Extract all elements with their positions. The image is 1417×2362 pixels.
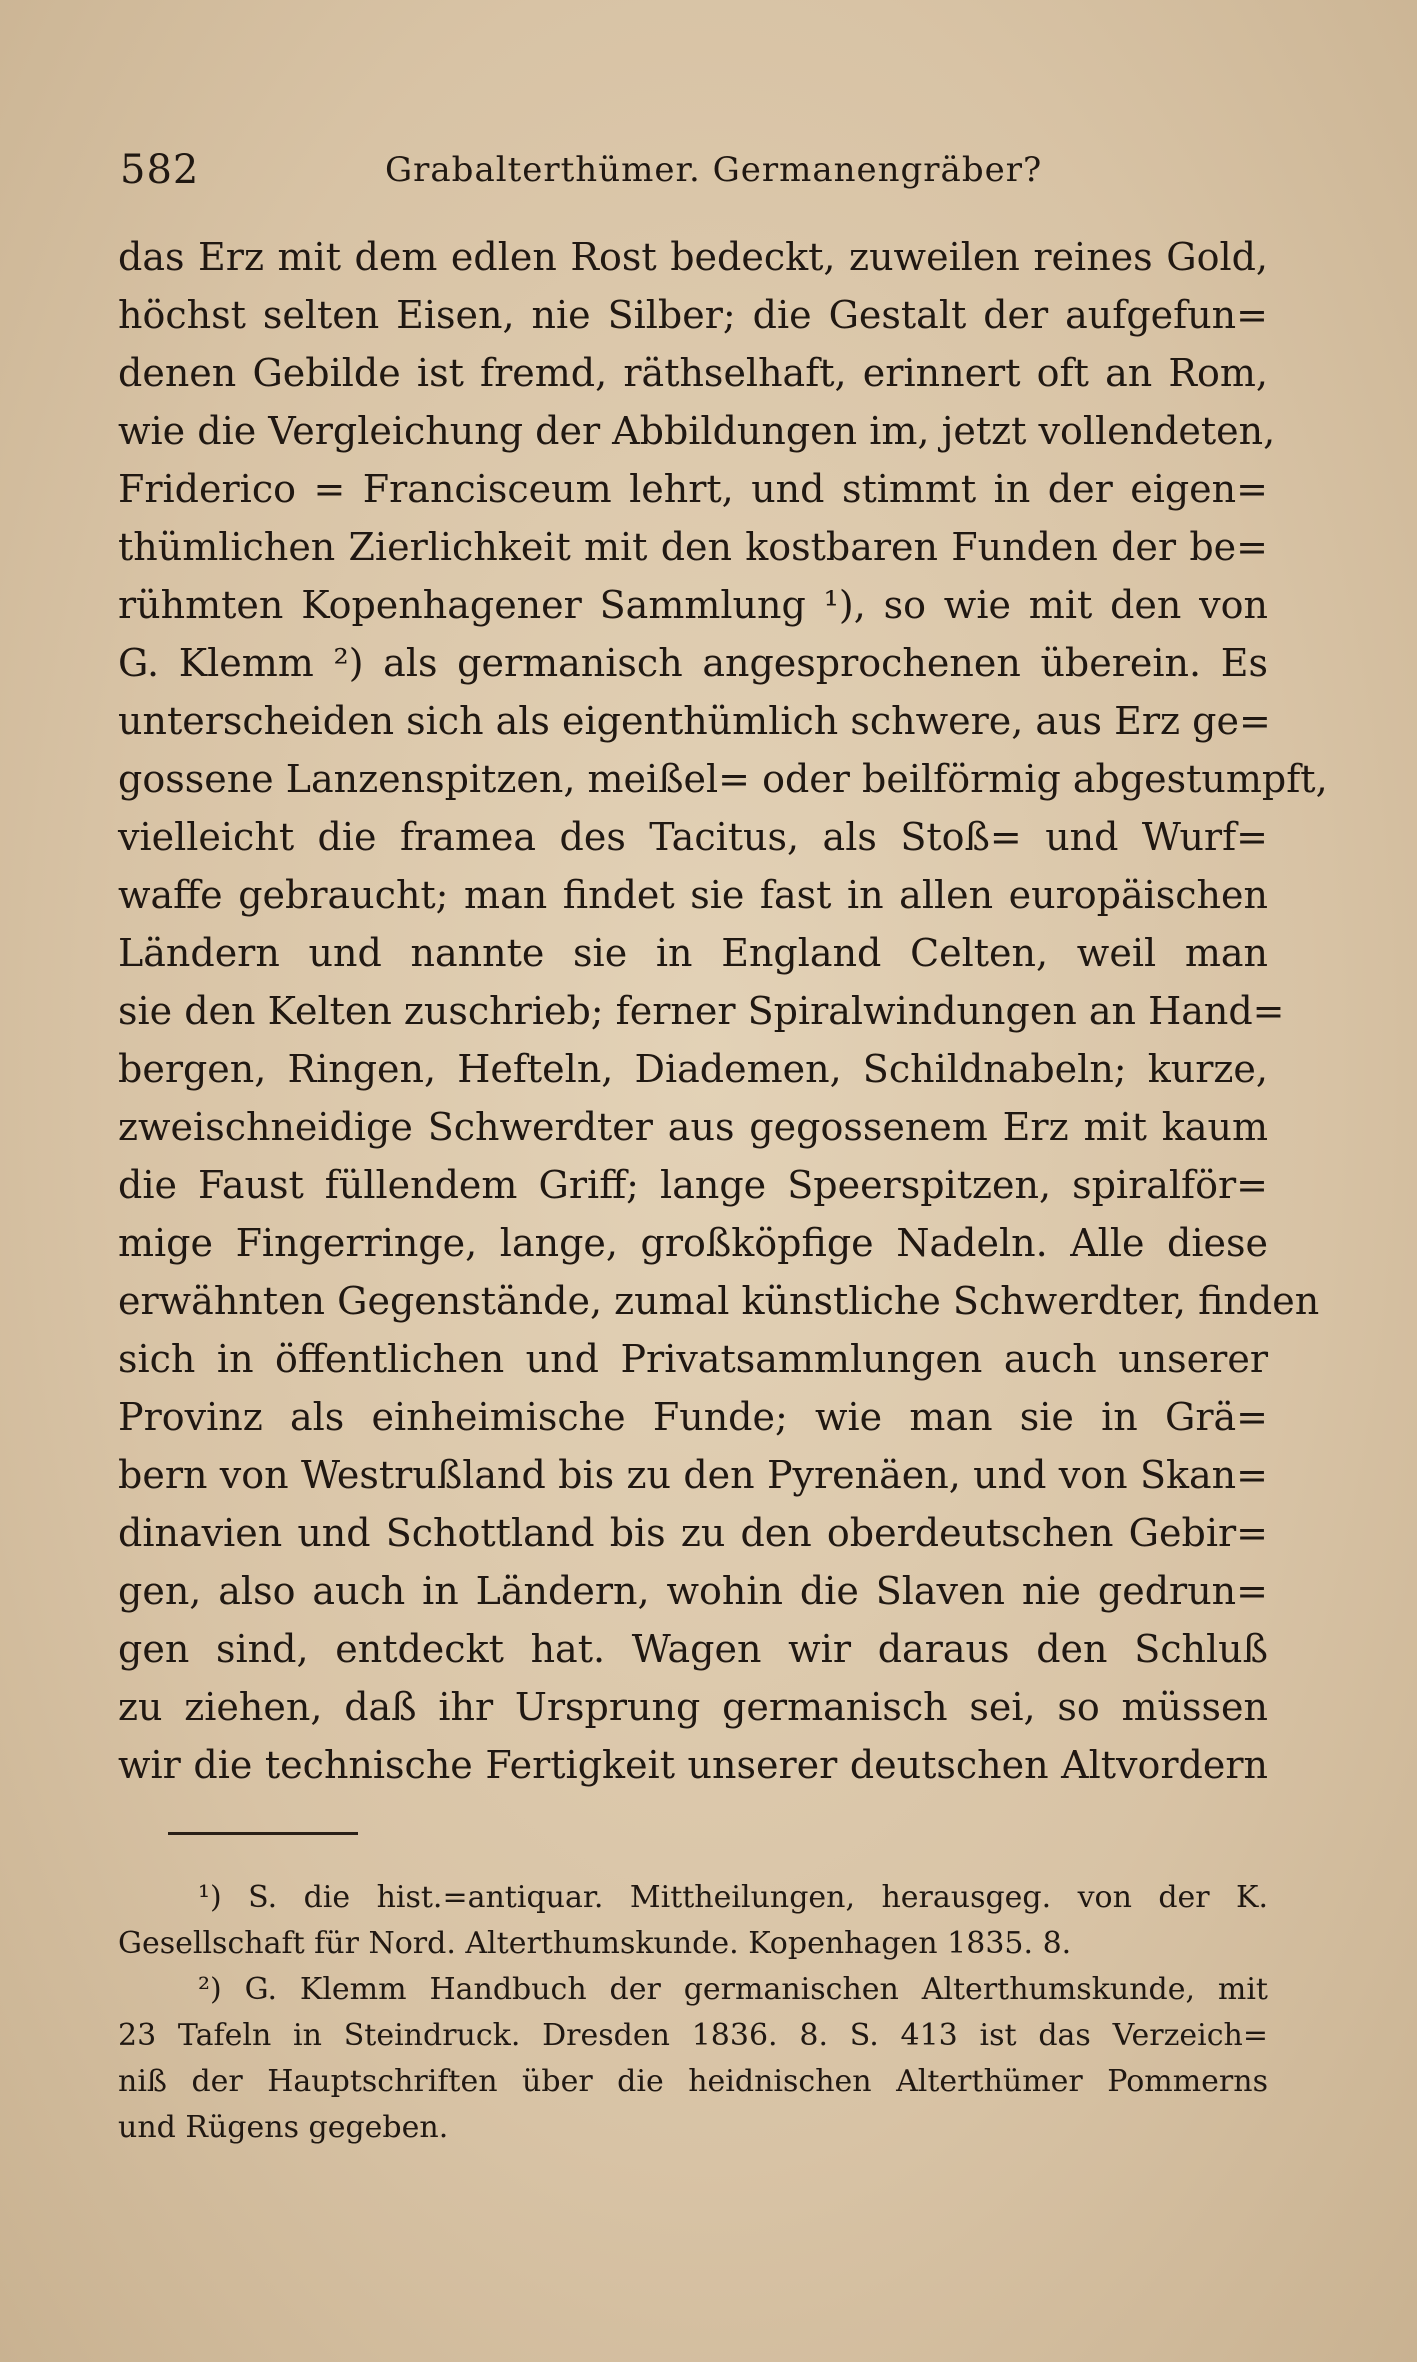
text-line: gossene Lanzenspitzen, meißel= oder beilförmig abgestumpft,	[118, 757, 1328, 801]
text-line: zweischneidige Schwerdter aus gegossenem Erz mit kaum	[118, 1105, 1268, 1149]
footnote-line: 23 Tafeln in Steindruck. Dresden 1836. 8. S. 413 ist das Verzeich=	[118, 2018, 1268, 2053]
text-line: die Faust füllendem Griff; lange Speerspitzen, spiralför=	[118, 1163, 1268, 1207]
text-line: bern von Westrußland bis zu den Pyrenäen, und von Skan=	[118, 1453, 1268, 1497]
text-line: sie den Kelten zuschrieb; ferner Spiralwindungen an Hand=	[118, 989, 1285, 1033]
text-line: höchst selten Eisen, nie Silber; die Gestalt der aufgefun=	[118, 293, 1268, 337]
text-line: wir die technische Fertigkeit unserer deutschen Altvordern	[118, 1743, 1268, 1787]
running-head: Grabalterthümer. Germanengräber?	[385, 150, 1043, 190]
text-line: vielleicht die framea des Tacitus, als Stoß= und Wurf=	[118, 815, 1268, 859]
text-line: thümlichen Zierlichkeit mit den kostbaren Funden der be=	[118, 525, 1268, 569]
footnote-line: Gesellschaft für Nord. Alterthumskunde. Kopenhagen 1835. 8.	[118, 1926, 1072, 1961]
footnotes	[118, 1875, 1268, 2151]
text-line: denen Gebilde ist fremd, räthselhaft, erinnert oft an Rom,	[118, 351, 1268, 395]
text-line: erwähnten Gegenstände, zumal künstliche Schwerdter, finden	[118, 1279, 1320, 1323]
footnote-line: ²) G. Klemm Handbuch der germanischen Alterthumskunde, mit	[198, 1972, 1268, 2007]
footnote-line: ¹) S. die hist.=antiquar. Mittheilungen, herausgeg. von der K.	[198, 1880, 1268, 1915]
text-line: bergen, Ringen, Hefteln, Diademen, Schildnabeln; kurze,	[118, 1047, 1268, 1091]
text-line: Provinz als einheimische Funde; wie man sie in Grä=	[118, 1395, 1268, 1439]
page-number: 582	[120, 147, 200, 193]
text-line: Friderico = Francisceum lehrt, und stimmt in der eigen=	[118, 467, 1268, 511]
page-header	[120, 140, 1270, 200]
footnote-divider	[168, 1832, 358, 1835]
text-line: unterscheiden sich als eigenthümlich schwere, aus Erz ge=	[118, 699, 1271, 743]
text-line: G. Klemm ²) als germanisch angesprochenen überein. Es	[118, 641, 1268, 685]
body-text	[118, 228, 1328, 1794]
text-line: wie die Vergleichung der Abbildungen im, jetzt vollendeten,	[118, 409, 1276, 453]
text-line: mige Fingerringe, lange, großköpfige Nadeln. Alle diese	[118, 1221, 1268, 1265]
text-line: gen sind, entdeckt hat. Wagen wir daraus den Schluß	[118, 1627, 1268, 1671]
text-line: Ländern und nannte sie in England Celten, weil man	[118, 931, 1268, 975]
text-line: rühmten Kopenhagener Sammlung ¹), so wie mit den von	[118, 583, 1268, 627]
text-line: gen, also auch in Ländern, wohin die Slaven nie gedrun=	[118, 1569, 1268, 1613]
text-line: zu ziehen, daß ihr Ursprung germanisch sei, so müssen	[118, 1685, 1268, 1729]
footnote-line: niß der Hauptschriften über die heidnischen Alterthümer Pommerns	[118, 2064, 1268, 2099]
footnote-line: und Rügens gegeben.	[118, 2110, 449, 2145]
text-line: dinavien und Schottland bis zu den oberdeutschen Gebir=	[118, 1511, 1268, 1555]
text-line: waffe gebraucht; man findet sie fast in allen europäischen	[118, 873, 1268, 917]
text-line: sich in öffentlichen und Privatsammlungen auch unserer	[118, 1337, 1268, 1381]
text-line: das Erz mit dem edlen Rost bedeckt, zuweilen reines Gold,	[118, 235, 1268, 279]
